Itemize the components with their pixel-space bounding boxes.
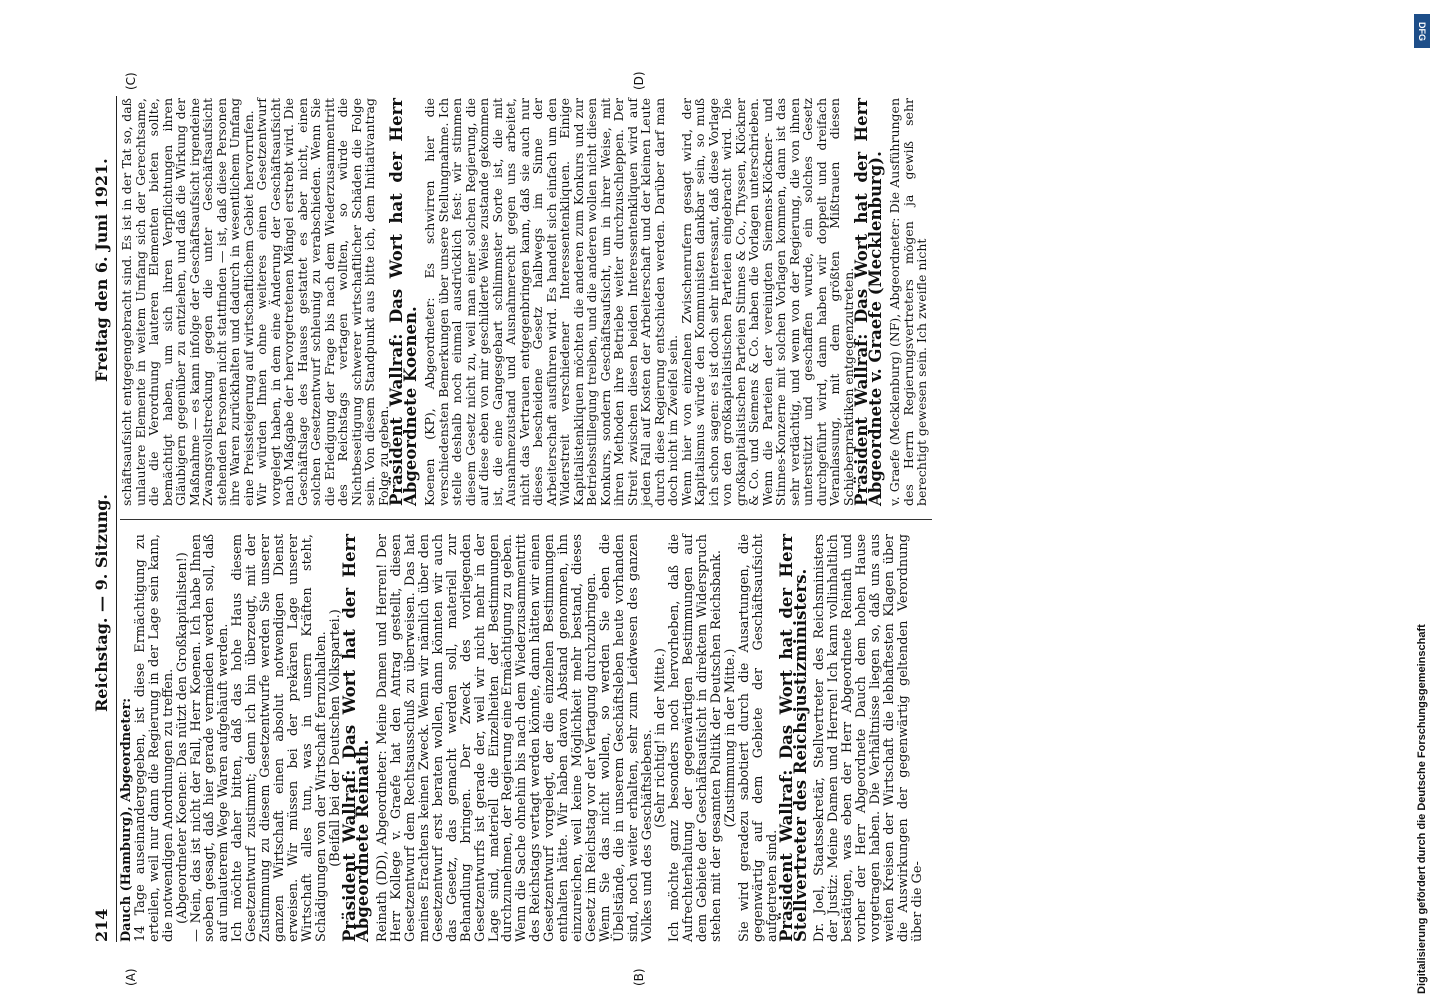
column-divider <box>120 519 932 520</box>
margin-mark-d: (D) <box>632 71 646 90</box>
paragraph: Wenn Sie das nicht wollen, so werden Sie eben die Übelstände, die in unserem Geschäftsleben heute vorhanden sind, noch weiter erhalten, sehr zum Leidwesen des ganzen Volkes und des Geschäftslebens. <box>597 534 655 942</box>
paragraph: Ich möchte ganz besonders noch hervorheben, daß die Aufrechterhaltung der gegenwärtigen Bestimmungen auf dem Gebiete der Geschäftsaufsicht in direktem Widerspruch stehen mit der gesamten Politik der Deutschen Reichsbank. <box>667 534 725 942</box>
president-line: Präsident Wallraf: Das Wort hat der Herr Abgeordnete Koenen. <box>387 98 420 506</box>
interjection: (Abgeordneter Koenen: Das nützt den Großkapitalisten!) <box>174 552 190 924</box>
running-head <box>92 96 114 942</box>
page-number: 214 <box>92 908 111 942</box>
left-column <box>120 534 925 942</box>
president-line: Präsident Wallraf: Das Wort hat der Herr Abgeordnete Reinath. <box>339 534 373 942</box>
paragraph: Sie wird geradezu sabotiert durch die Ausartungen, die gegenwärtig auf dem Gebiete der Geschäftsaufsicht aufgetreten sind. <box>736 534 780 942</box>
paragraph: v. Graefe (Mecklenburg) (NF), Abgeordneter: Die Ausführungen des Herrn Regierungsvertreters mögen ja gewiß sehr berechtigt gewesen sein. Ich zweifle nicht <box>887 98 929 506</box>
running-title-right: Freitag den 6. Juni 1921. <box>92 158 111 382</box>
right-column <box>120 98 929 506</box>
margin-mark-a: (A) <box>124 968 138 986</box>
paragraph: Koenen (KP), Abgeordneter: Es schwirren hier die verschiedensten Bemerkungen über unsere Stellungnahme. Ich stelle deshalb noch einmal ausdrücklich fest: wir stimmen diesem Gesetz nicht zu, weil man einer solchen Regierung, die auf diese eben von mir geschilderte Weise zustande gekommen ist, die eine Gangesgebart schlimmster Sorte ist, die mit Ausnahmezustand und Ausnahmerecht gegen uns arbeitet, nicht das Vertrauen entgegenbringen kann, daß sie auch nur dieses bescheidene Gesetz halbwegs im Sinne der Arbeiterschaft ausführen wird. Es handelt sich einfach um den Widerstreit verschiedener Interessentenkliquen. Einige Kapitalistenkliquen möchten die anderen zum Konkurs und zur Betriebsstillegung treiben, und die anderen wollen nicht diesen Konkurs, sondern Geschäftsaufsicht, um in ihrer Weise, mit ihren Methoden ihre Betriebe weiter durchzuschleppen. Der Streit zwischen diesen beiden Interessentenkliquen wird auf jeden Fall auf Kosten der Arbeiterschaft und der kleinen Leute durch diese Regierung entschieden werden. Darüber darf man doch nicht im Zweifel sein. <box>422 98 680 506</box>
dfg-notice-text: Digitalisierung gefördert durch die Deutsche Forschungsgemeinschaft <box>1416 624 1428 994</box>
paragraph: Dr. Joel, Staatssekretär, Stellvertreter des Reichsministers der Justiz: Meine Damen und Herren! Ich kann vollinhaltlich bestätigen, was eben der Herr Abgeordnete Reinath und vorher der Herr Abgeordnete Dauch dem hohen Hause vorgetragen haben. Die Verhältnisse liegen so, daß uns aus weiten Kreisen der Wirtschaft die lebhaftesten Klagen über die Auswirkungen der gegenwärtig geltenden Verordnung über die Ge- <box>812 534 925 942</box>
margin-mark-c: (C) <box>124 72 138 90</box>
document-page <box>92 71 1392 986</box>
running-title-left: Reichstag. — 9. Sitzung. <box>92 494 111 712</box>
paragraph: Wir würden Ihnen ohne weiteres einen Gesetzentwurf vorgelegt haben, in dem eine Änderung der Geschäftsaufsicht nach Maßgabe der hervorgetretenen Mängel erstrebt wird. Die Geschäftslage des Hauses gestattet es aber nicht, einen solchen Gesetzentwurf schleunig zu verabschieden. Wenn Sie die Erledigung der Frage bis nach dem Wiederzusammentritt des Reichstags vertagen wollten, so würde die Nichtbeseitigung schwerer wirtschaftlicher Schäden die Folge sein. Von diesem Standpunkt aus bitte ich, dem Initiativantrag Folge zu geben. <box>254 98 391 506</box>
interjection: (Beifall bei der Deutschen Volkspartei.) <box>327 609 343 867</box>
paragraph: schäftsaufsicht entgegengebracht sind. Es ist in der Tat so, daß unlautere Elemente in weitem Umfang sich der Gerechtsame, die die Verordnung lauteren Elementen bieten sollte, bemächtigt haben, um sich ihren Verpflichtungen ihren Gläubigern gegenüber zu entziehen, und daß die Wirkung der Maßnahme — es kann infolge der Geschäftsaufsicht irgendeine Zwangsvollstreckung gegen die unter Geschäftsaufsicht stehenden Personen nicht stattfinden — ist, daß diese Personen ihre Waren zurückhalten und dadurch in wesentlichem Umfang eine Preissteigerung auf wirtschaftlichem Gebiet hervorrufen. <box>119 98 256 506</box>
president-line: Präsident Wallraf: Das Wort hat der Herr Abgeordnete v. Graefe (Mecklenburg). <box>852 98 885 506</box>
paragraph: — Nein, das ist nicht der Fall, Herr Koenen. Ich habe Ihnen soeben gesagt, daß hier gerade vermieden werden soll, daß auf unlauterem Wege Waren aufgehäuft werden. <box>188 534 232 942</box>
dfg-logo: DFG <box>1414 14 1430 48</box>
dfg-notice <box>1412 6 1432 996</box>
paragraph: 14 Tage auseinandergegeben, ist diese Ermächtigung zu erteilen, weil nur dann die Regierung in der Lage sein kann, die notwendigen Anordnungen zu treffen. <box>132 534 176 942</box>
speaker-line: Dauch (Hamburg), Abgeordneter: <box>119 697 134 942</box>
paragraph: Wenn hier von einzelnen Zwischenrufern gesagt wird, der Kapitalismus würde den Kommunisten dankbar sein, so muß ich schon sagen: es ist doch sehr interessant, daß diese Vorlage von den großkapitalistischen Parteien eingebracht wird. Die großkapitalistischen Parteien Stinnes & Co., Thyssen, Klöckner & Co. und Siemens & Co. haben die Vorlagen unterschrieben. Wenn die Parteien der vereinigten Siemens-Klöckner- und Stinnes-Konzerne mit solchen Vorlagen kommen, dann ist das sehr verdächtig, und wenn von der Regierung, die von ihnen unterstützt und geschaffen wurde, ein solches Gesetz durchgeführt wird, dann haben wir doppelt und dreifach Veranlassung, mit dem größten Mißtrauen diesen Schieberpraktiken entgegenzutreten. <box>678 98 856 506</box>
president-line: Präsident Wallraf: Das Wort hat der Herr Stellvertreter des Reichsjustizministers. <box>776 534 810 942</box>
margin-mark-b: (B) <box>632 968 646 986</box>
header-rule <box>116 96 117 942</box>
paragraph: Ich möchte daher bitten, daß das hohe Haus diesem Gesetzentwurf zustimmt; denn ich bin überzeugt, mit der Zustimmung zu diesem Gesetzentwurfe werden Sie unserer ganzen Wirtschaft einen absolut notwendigen Dienst erweisen. Wir müssen bei der prekären Lage unserer Wirtschaft alles tun, was in unsern Kräften steht, Schädigungen von der Wirtschaft fernzuhalten. <box>230 534 329 942</box>
paragraph: Reinath (DD), Abgeordneter: Meine Damen und Herren! Der Herr Kollege v. Graefe hat den Antrag gestellt, diesen Gesetzentwurf dem Rechtsausschuß zu überweisen. Das hat meines Erachtens keinen Zweck. Wenn wir nämlich über den Gesetzentwurf erst beraten wollen, dann könnten wir auch das Gesetz, das gemacht werden soll, materiell zur Behandlung bringen. Der Zweck des vorliegenden Gesetzentwurfs ist gerade der, weil wir nicht mehr in der Lage sind, materiell die Einzelheiten der Bestimmungen durchzunehmen, der Regierung eine Ermächtigung zu geben. Wenn die Sache ohnehin bis nach dem Wiederzusammentritt des Reichstags vertagt werden könnte, dann hätten wir einen Gesetzentwurf vorgelegt, der die einzelnen Bestimmungen enthalten hätte. Wir haben davon Abstand genommen, ihn einzureichen, weil keine Möglichkeit mehr bestand, dieses Gesetz im Reichstag vor der Vertagung durchzubringen. <box>375 534 599 942</box>
interjection: (Sehr richtig! in der Mitte.) <box>653 648 669 828</box>
interjection: (Zustimmung in der Mitte.) <box>722 648 738 828</box>
